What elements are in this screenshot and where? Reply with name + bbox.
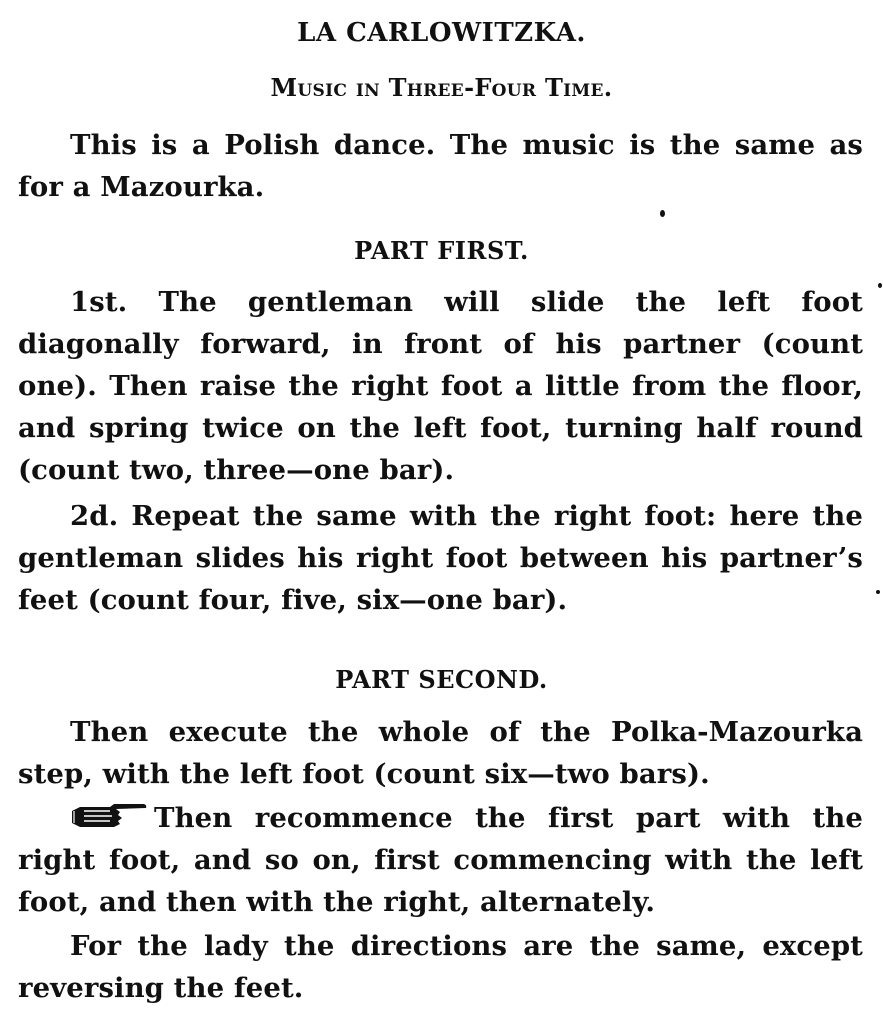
page-subtitle: Music in Three-Four Time. [270, 73, 613, 102]
part-second-heading: PART SECOND. [335, 665, 548, 694]
part-second-paragraph-2-text: Then recommence the first part with the right foot, and so on, first commencing with the left foot, and then with the right, alternately. [18, 802, 863, 918]
ink-speck [878, 283, 882, 288]
part-first-step-2: 2d. Repeat the same with the right foot: here the gentleman slides his right foot between his partner’s feet (count four, five, six—one bar). [18, 500, 863, 616]
part-first-heading: PART FIRST. [354, 236, 529, 265]
page-title: LA CARLOWITZKA. [297, 18, 586, 48]
pointing-hand-icon [70, 803, 148, 829]
ink-speck [876, 590, 880, 594]
part-first-step-1: 1st. The gentleman will slide the left foot diagonally forward, in front of his partner (count one). Then raise the right foot a little from the floor, and spring twice on the left foot, turning half round (count two, three—one bar). [18, 286, 863, 486]
intro-paragraph: This is a Polish dance. The music is the same as for a Mazourka. [18, 129, 863, 203]
part-second-paragraph-2 [18, 797, 863, 923]
ink-speck [660, 210, 665, 217]
part-second-paragraph-3: For the lady the directions are the same, except reversing the feet. [18, 930, 863, 1004]
part-second-paragraph-1: Then execute the whole of the Polka-Mazourka step, with the left foot (count six—two bars). [18, 716, 863, 790]
